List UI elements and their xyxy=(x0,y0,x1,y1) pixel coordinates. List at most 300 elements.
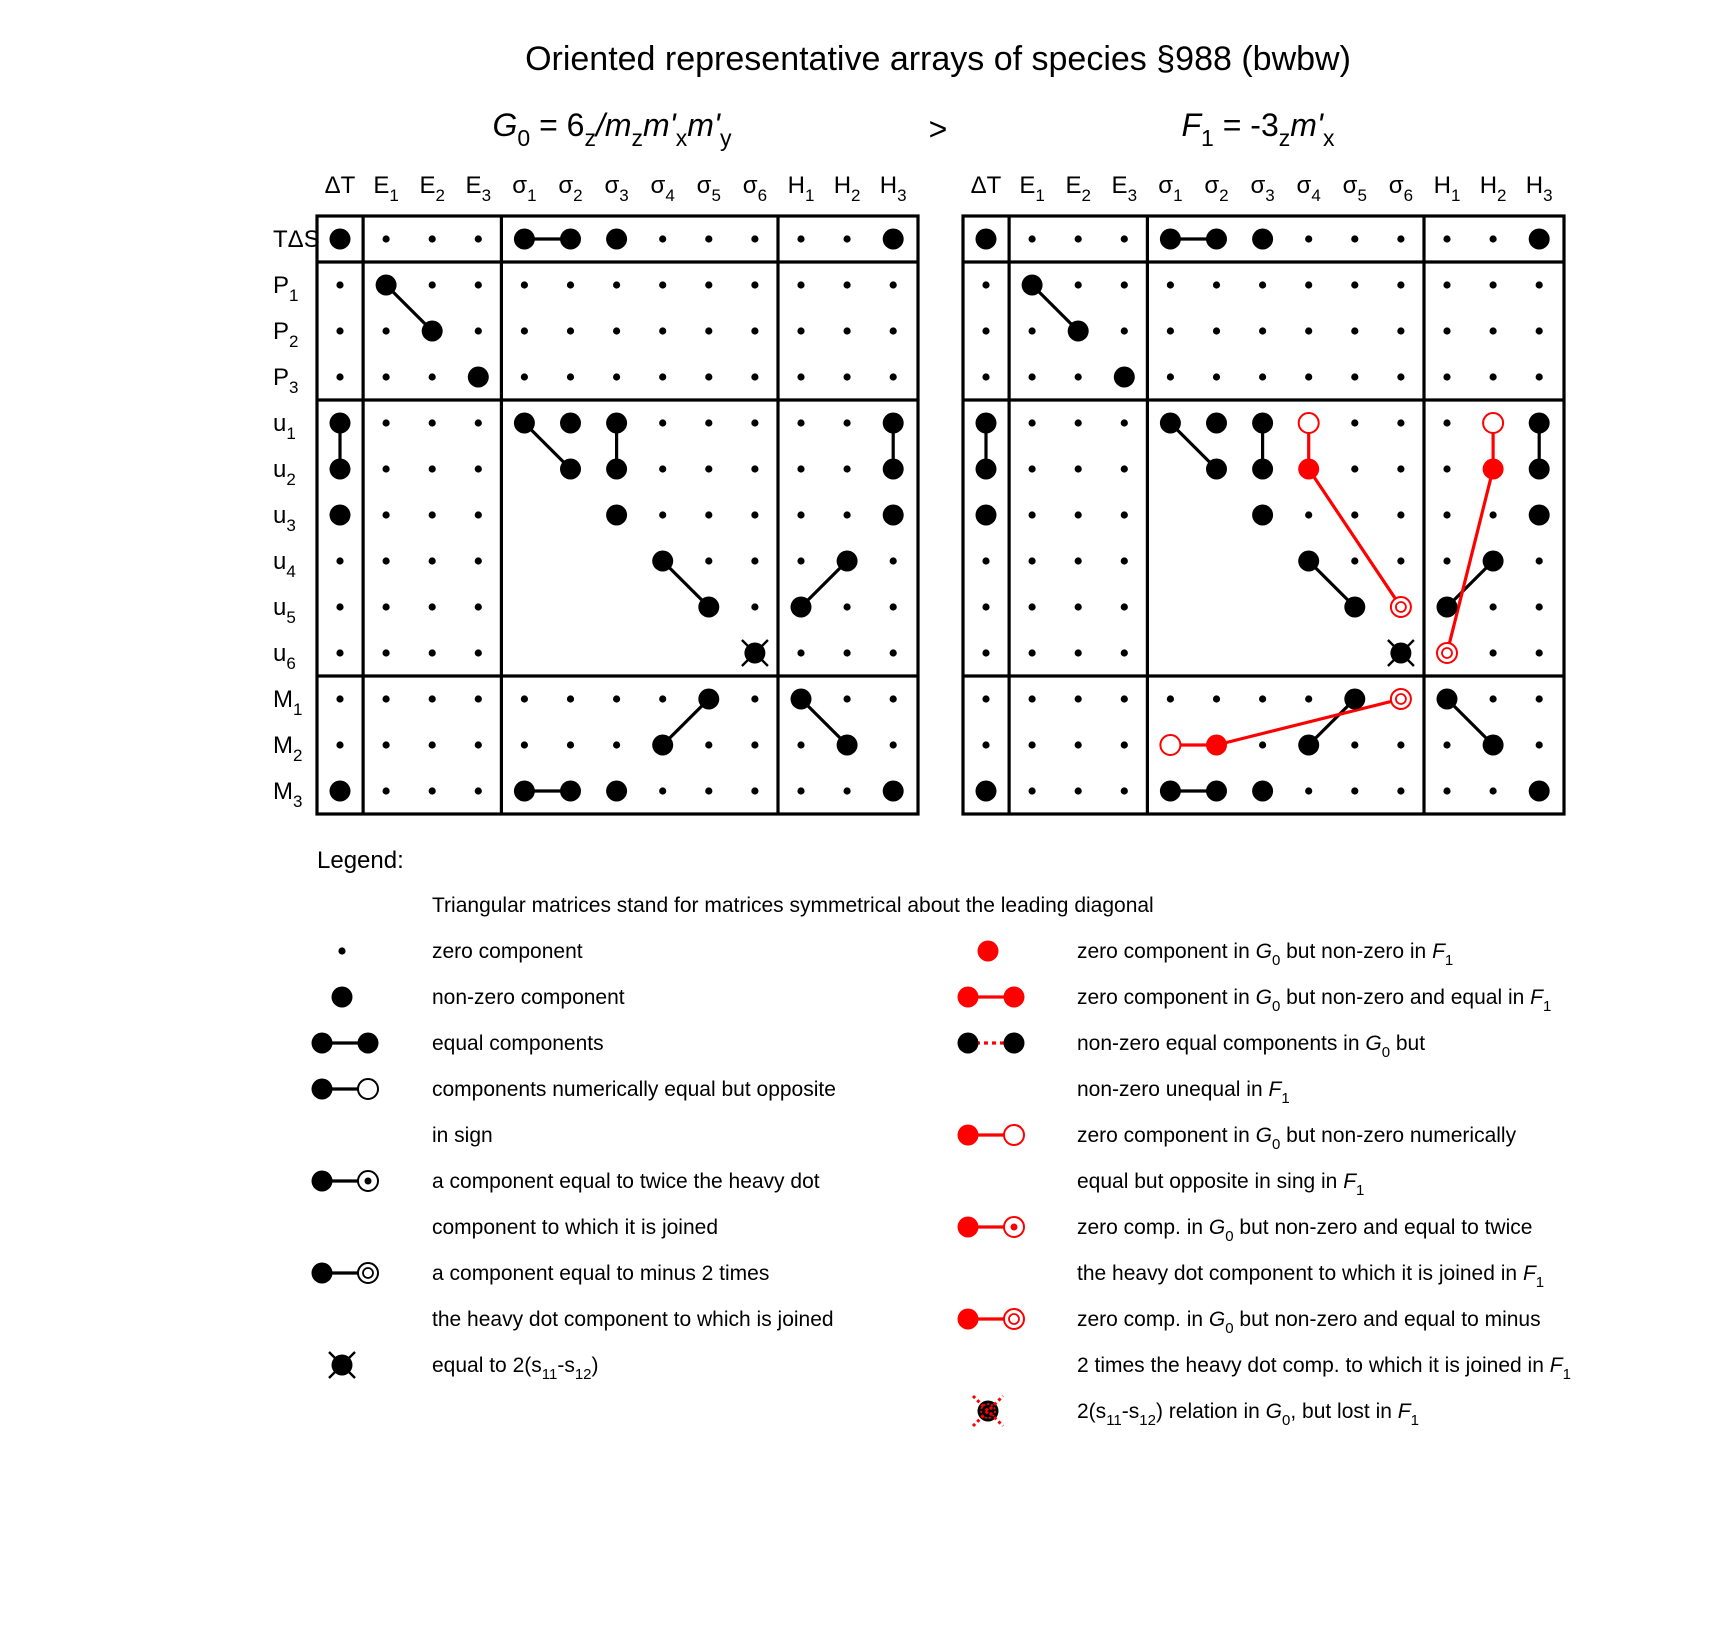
zero-component xyxy=(1121,327,1128,334)
matrix-g0 xyxy=(317,216,918,814)
nonzero-component xyxy=(1529,505,1550,526)
row-header: $u_5$ xyxy=(273,594,296,627)
column-header: $\sigma_1$ xyxy=(1158,172,1183,205)
column-header: $\sigma_6$ xyxy=(1388,172,1414,205)
zero-component xyxy=(982,281,989,288)
opposite-component xyxy=(1483,413,1503,433)
nonzero-component xyxy=(791,689,812,710)
zero-component xyxy=(1213,327,1220,334)
zero-component xyxy=(705,281,712,288)
zero-component xyxy=(705,235,712,242)
nonzero-component xyxy=(606,459,627,480)
formulas xyxy=(492,107,1335,151)
zero-component xyxy=(890,695,897,702)
nonzero-component xyxy=(1252,459,1273,480)
nonzero-component xyxy=(1529,229,1550,250)
zero-component xyxy=(1121,465,1128,472)
nonzero-component xyxy=(1160,413,1181,434)
zero-component xyxy=(1490,281,1497,288)
zero-component xyxy=(751,695,758,702)
legend-item xyxy=(958,1308,1571,1383)
nonzero-component xyxy=(1252,781,1273,802)
zero-component xyxy=(1029,741,1036,748)
zero-component xyxy=(1121,557,1128,564)
heavy-dot xyxy=(958,1217,979,1238)
legend-item xyxy=(958,1216,1545,1291)
zero-component xyxy=(475,235,482,242)
zero-component xyxy=(567,741,574,748)
zero-component xyxy=(751,235,758,242)
heavy-dot xyxy=(1004,1033,1025,1054)
zero-component xyxy=(1536,695,1543,702)
zero-component xyxy=(797,373,804,380)
inner-ring xyxy=(1442,648,1452,658)
nonzero-component xyxy=(652,551,673,572)
zero-component xyxy=(844,465,851,472)
zero-component xyxy=(1351,327,1358,334)
column-header: $E_1$ xyxy=(1019,172,1045,205)
red-equal-icon xyxy=(958,987,1025,1008)
zero-component xyxy=(1075,511,1082,518)
legend-item xyxy=(973,1396,1419,1429)
zero-component xyxy=(567,373,574,380)
red-opposite-icon xyxy=(958,1125,1025,1146)
legend-text: components numerically equal but opposite xyxy=(432,1078,836,1101)
zero-component xyxy=(1305,281,1312,288)
column-header: $\sigma_1$ xyxy=(512,172,537,205)
nonzero-component xyxy=(698,689,719,710)
legend-text: in sign xyxy=(432,1124,493,1147)
legend-text: non-zero component xyxy=(432,986,625,1009)
red-big-icon xyxy=(978,941,999,962)
zero-component xyxy=(844,327,851,334)
zero-component xyxy=(1536,557,1543,564)
left-formula: $G_0 = 6_z/m_zm'_xm'_y$ xyxy=(492,107,732,151)
zero-component xyxy=(1029,603,1036,610)
zero-component xyxy=(797,741,804,748)
column-header: $\sigma_5$ xyxy=(696,172,721,205)
zero-component xyxy=(1029,649,1036,656)
minus-two-component xyxy=(1391,597,1411,617)
zero-component xyxy=(1397,741,1404,748)
legend-text: a component equal to minus 2 times xyxy=(432,1262,770,1285)
column-header: $E_2$ xyxy=(1065,172,1091,205)
zero-component xyxy=(567,695,574,702)
zero-component xyxy=(1075,557,1082,564)
zero-component xyxy=(475,511,482,518)
zero-component xyxy=(1121,787,1128,794)
nonzero-component xyxy=(1206,781,1227,802)
zero-component xyxy=(429,511,436,518)
nonzero-component xyxy=(976,505,997,526)
zero-component xyxy=(613,741,620,748)
zero-component xyxy=(751,327,758,334)
zero-component xyxy=(1490,511,1497,518)
nonzero-component xyxy=(606,229,627,250)
nonzero-component xyxy=(330,413,351,434)
nonzero-component xyxy=(1483,735,1504,756)
column-header: $E_3$ xyxy=(465,172,492,205)
zero-component xyxy=(1443,235,1450,242)
zero-component xyxy=(705,787,712,794)
zero-component xyxy=(1397,373,1404,380)
zero-component xyxy=(1397,281,1404,288)
row-header: $M_2$ xyxy=(273,732,303,765)
row-header: TΔS xyxy=(273,226,320,253)
zero-component xyxy=(429,695,436,702)
nonzero-component xyxy=(1529,459,1550,480)
zero-component xyxy=(336,373,343,380)
nonzero-component xyxy=(1529,413,1550,434)
zero-component xyxy=(1213,373,1220,380)
zero-component xyxy=(982,373,989,380)
zero-component xyxy=(659,511,666,518)
big-icon xyxy=(332,987,353,1008)
nonzero-component xyxy=(883,229,904,250)
nonzero-component xyxy=(606,781,627,802)
legend-heading: Legend: xyxy=(317,847,404,874)
zero-component xyxy=(1121,649,1128,656)
zero-component xyxy=(659,327,666,334)
zero-component xyxy=(567,281,574,288)
zero-component xyxy=(1029,327,1036,334)
nonzero-component xyxy=(837,735,858,756)
zero-component xyxy=(383,327,390,334)
nonzero-component xyxy=(976,459,997,480)
zero-component xyxy=(1397,787,1404,794)
nonzero-component xyxy=(560,229,581,250)
column-header: $\sigma_3$ xyxy=(604,172,629,205)
zero-component xyxy=(1397,235,1404,242)
zero-component xyxy=(1029,695,1036,702)
zero-component xyxy=(429,603,436,610)
nonzero-component xyxy=(1529,781,1550,802)
zero-component xyxy=(613,327,620,334)
opposite-component xyxy=(1299,413,1319,433)
nonzero-component xyxy=(1252,229,1273,250)
legend-right-column xyxy=(958,940,1571,1429)
zero-component xyxy=(705,419,712,426)
nonzero-component xyxy=(1344,597,1365,618)
zero-component xyxy=(1397,511,1404,518)
legend-item xyxy=(332,986,625,1009)
legend-item xyxy=(312,1032,604,1055)
cross-component xyxy=(1388,640,1414,666)
zero-component xyxy=(1213,695,1220,702)
zero-component xyxy=(1490,787,1497,794)
legend-text: equal to $2(s_{11}-s_{12})$ xyxy=(432,1354,599,1383)
zero-component xyxy=(521,741,528,748)
legend-text: non-zero equal components in $G_0$ but xyxy=(1077,1032,1426,1061)
small-icon xyxy=(338,947,345,954)
zero-component xyxy=(1029,235,1036,242)
zero-component xyxy=(844,649,851,656)
legend-item xyxy=(958,986,1552,1015)
zero-component xyxy=(751,419,758,426)
zero-component xyxy=(1351,465,1358,472)
legend-item xyxy=(312,1262,834,1331)
matrices xyxy=(273,172,1564,814)
end-marker xyxy=(1004,1309,1024,1329)
heavy-dot xyxy=(958,1309,979,1330)
zero-component xyxy=(1443,787,1450,794)
nonzero-component xyxy=(976,781,997,802)
zero-component xyxy=(1121,603,1128,610)
zero-component xyxy=(1443,511,1450,518)
zero-component xyxy=(1351,741,1358,748)
zero-component xyxy=(1305,787,1312,794)
cross-dot xyxy=(329,1352,355,1378)
nonzero-component xyxy=(606,505,627,526)
zero-component xyxy=(429,741,436,748)
zero-component xyxy=(429,419,436,426)
zero-component xyxy=(1305,695,1312,702)
zero-component xyxy=(383,741,390,748)
row-header: $u_4$ xyxy=(273,548,296,581)
heavy-dot xyxy=(958,1033,979,1054)
zero-component xyxy=(705,373,712,380)
dotted-equal-icon xyxy=(958,1033,1025,1054)
column-header: $\sigma_2$ xyxy=(558,172,583,205)
legend-text: 2 times the heavy dot comp. to which it is joined in $F_1$ xyxy=(1077,1354,1571,1383)
zero-component xyxy=(521,281,528,288)
zero-component xyxy=(1075,419,1082,426)
zero-component xyxy=(1305,235,1312,242)
column-header: $H_2$ xyxy=(833,172,861,205)
zero-component xyxy=(1536,603,1543,610)
legend-item xyxy=(978,940,1454,969)
zero-component xyxy=(1259,695,1266,702)
zero-component xyxy=(659,695,666,702)
zero-component xyxy=(890,741,897,748)
nonzero-component xyxy=(698,597,719,618)
end-marker xyxy=(1004,987,1025,1008)
zero-component xyxy=(475,557,482,564)
figure-title: Oriented representative arrays of species §988 (bwbw) xyxy=(525,40,1351,78)
zero-component xyxy=(1121,235,1128,242)
column-header: $\sigma_3$ xyxy=(1250,172,1275,205)
zero-component xyxy=(521,327,528,334)
zero-component xyxy=(797,281,804,288)
center-dot xyxy=(365,1178,372,1185)
zero-component xyxy=(1075,741,1082,748)
minus-two-component xyxy=(1437,643,1457,663)
legend-item xyxy=(338,940,582,963)
legend-text: component to which it is joined xyxy=(432,1216,718,1239)
zero-component xyxy=(844,695,851,702)
zero-component xyxy=(336,695,343,702)
heavy-dot xyxy=(312,1079,333,1100)
zero-component xyxy=(1167,281,1174,288)
zero-component xyxy=(1443,419,1450,426)
zero-component xyxy=(613,373,620,380)
legend-text: zero comp. in $G_0$ but non-zero and equal to twice xyxy=(1077,1216,1533,1245)
column-header: ΔT xyxy=(324,172,356,199)
zero-component xyxy=(751,557,758,564)
zero-component xyxy=(475,603,482,610)
zero-component xyxy=(475,327,482,334)
zero-component xyxy=(797,649,804,656)
zero-component xyxy=(1536,327,1543,334)
zero-component xyxy=(383,465,390,472)
zero-component xyxy=(1443,741,1450,748)
nonzero-component xyxy=(1206,413,1227,434)
zero-component xyxy=(429,235,436,242)
column-header: $\sigma_2$ xyxy=(1204,172,1229,205)
zero-component xyxy=(613,281,620,288)
lost-cross-icon xyxy=(973,1396,1003,1426)
zero-component xyxy=(1443,373,1450,380)
zero-component xyxy=(383,235,390,242)
legend-text: $2(s_{11}-s_{12})$ relation in $G_0$, but lost in $F_1$ xyxy=(1077,1400,1419,1429)
nonzero-component xyxy=(837,551,858,572)
zero-component xyxy=(705,465,712,472)
row-header: $u_2$ xyxy=(273,456,296,489)
legend-item xyxy=(312,1170,820,1239)
nonzero-component xyxy=(1206,459,1227,480)
zero-component xyxy=(844,603,851,610)
zero-component xyxy=(844,419,851,426)
zero-component xyxy=(982,695,989,702)
zero-component xyxy=(1075,281,1082,288)
nonzero-component xyxy=(1068,321,1089,342)
nonzero-component xyxy=(883,413,904,434)
right-formula: $F_1 = -3_zm'_x$ xyxy=(1181,107,1335,151)
zero-component xyxy=(1536,373,1543,380)
zero-component xyxy=(1351,511,1358,518)
zero-component xyxy=(1121,695,1128,702)
red-component xyxy=(1206,735,1227,756)
zero-component xyxy=(797,787,804,794)
heavy-dot xyxy=(332,987,353,1008)
nonzero-component xyxy=(976,413,997,434)
zero-component xyxy=(475,281,482,288)
zero-component xyxy=(797,465,804,472)
zero-component xyxy=(383,419,390,426)
zero-component xyxy=(429,649,436,656)
row-header: $M_3$ xyxy=(273,778,303,811)
zero-component xyxy=(1490,603,1497,610)
zero-component xyxy=(1490,649,1497,656)
legend-item xyxy=(312,1078,836,1147)
zero-component xyxy=(1351,557,1358,564)
row-header: $u_1$ xyxy=(273,410,296,443)
zero-component xyxy=(890,281,897,288)
nonzero-component xyxy=(1160,229,1181,250)
nonzero-component xyxy=(330,505,351,526)
zero-component xyxy=(1259,741,1266,748)
zero-component xyxy=(1075,465,1082,472)
heavy-dot xyxy=(978,941,999,962)
zero-component xyxy=(475,787,482,794)
end-marker xyxy=(358,1263,378,1283)
matrix-f1 xyxy=(963,216,1564,814)
red-twice-icon xyxy=(958,1217,1025,1238)
column-header: $H_1$ xyxy=(787,172,815,205)
legend-text: zero comp. in $G_0$ but non-zero and equal to minus xyxy=(1077,1308,1541,1337)
zero-component xyxy=(1259,327,1266,334)
opposite-icon xyxy=(312,1079,379,1100)
zero-component xyxy=(1075,695,1082,702)
zero-component xyxy=(1029,419,1036,426)
zero-component xyxy=(751,603,758,610)
row-header: $u_6$ xyxy=(273,640,296,673)
zero-component xyxy=(383,603,390,610)
zero-component xyxy=(1443,557,1450,564)
zero-component xyxy=(844,235,851,242)
zero-component xyxy=(1075,649,1082,656)
zero-component xyxy=(797,327,804,334)
zero-component xyxy=(383,557,390,564)
nonzero-component xyxy=(1344,689,1365,710)
zero-component xyxy=(705,327,712,334)
zero-component xyxy=(1351,281,1358,288)
zero-component xyxy=(1075,603,1082,610)
inner-ring xyxy=(1009,1314,1019,1324)
zero-component xyxy=(1305,511,1312,518)
zero-component xyxy=(705,741,712,748)
column-header: $H_2$ xyxy=(1479,172,1507,205)
zero-component xyxy=(844,281,851,288)
zero-component xyxy=(659,281,666,288)
legend xyxy=(312,847,1571,1429)
zero-component xyxy=(1490,235,1497,242)
zero-component xyxy=(1167,327,1174,334)
column-header: $E_1$ xyxy=(373,172,399,205)
legend-text: zero component in $G_0$ but non-zero in $F_1$ xyxy=(1077,940,1454,969)
zero-component xyxy=(429,557,436,564)
zero-component xyxy=(982,327,989,334)
zero-component xyxy=(336,557,343,564)
zero-component xyxy=(797,235,804,242)
zero-component xyxy=(1075,373,1082,380)
minus-two-component xyxy=(1391,689,1411,709)
zero-component xyxy=(1351,373,1358,380)
nonzero-component xyxy=(1252,505,1273,526)
end-marker xyxy=(358,1033,379,1054)
opposite-component xyxy=(1160,735,1180,755)
nonzero-component xyxy=(1437,689,1458,710)
nonzero-component xyxy=(1298,551,1319,572)
zero-component xyxy=(844,787,851,794)
zero-component xyxy=(336,327,343,334)
zero-component xyxy=(659,235,666,242)
zero-component xyxy=(613,695,620,702)
heavy-dot xyxy=(958,1125,979,1146)
zero-component xyxy=(429,281,436,288)
column-header: $\sigma_5$ xyxy=(1342,172,1367,205)
legend-note: Triangular matrices stand for matrices symmetrical about the leading diagonal xyxy=(432,894,1154,917)
zero-component xyxy=(751,741,758,748)
nonzero-component xyxy=(330,459,351,480)
zero-component xyxy=(659,373,666,380)
zero-component xyxy=(1536,649,1543,656)
nonzero-component xyxy=(1252,413,1273,434)
zero-component xyxy=(1029,787,1036,794)
zero-component xyxy=(659,419,666,426)
zero-component xyxy=(1121,511,1128,518)
zero-component xyxy=(1075,235,1082,242)
column-header: $\sigma_4$ xyxy=(650,172,675,205)
nonzero-component xyxy=(468,367,489,388)
zero-component xyxy=(797,511,804,518)
red-component xyxy=(1483,459,1504,480)
zero-component xyxy=(1259,373,1266,380)
nonzero-component xyxy=(976,229,997,250)
zero-component xyxy=(797,419,804,426)
zero-component xyxy=(705,557,712,564)
nonzero-component xyxy=(1114,367,1135,388)
